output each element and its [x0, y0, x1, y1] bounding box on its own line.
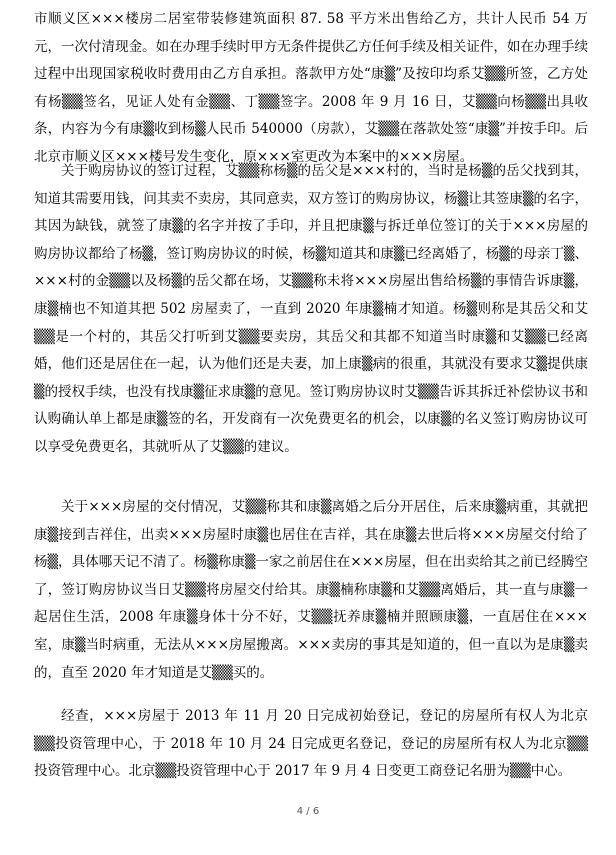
- paragraph-2: 关于购房协议的签订过程，艾▒▒称杨▒的岳父是×××村的，当时是杨▒的岳父找到其，知道其需要用钱，问其卖不卖房，其同意卖，双方签订的购房协议，杨▒让其签康▒的名字，其因为缺钱，就签了康▒的名字并按了手印，并且把康▒与拆迁单位签订的关于×××房屋的购房协议都给了杨▒，签订购房协议的时候，杨▒知道其和康▒已经离婚了，杨▒的母亲丁▒、×××村的金▒▒以及杨▒的岳父都在场，艾▒▒称未将×××房屋出售给杨▒的事情告诉康▒，康▒楠也不知道其把 502 房屋卖了，一直到 2020 年康▒楠才知道。杨▒则称是其岳父和艾▒▒是一个村的，其岳父打听到艾▒▒要卖房，其岳父和其都不知道当时康▒和艾▒▒已经离婚，他们还是居住在一起，认为他们还是夫妻，加上康▒病的很重，其就没有要求艾▒提供康▒的授权手续，也没有找康▒征求康▒的意见。签订购房协议时艾▒▒告诉其拆迁补偿协议书和认购确认单上都是康▒签的名，开发商有一次免费更名的机会，以康▒的名义签订购房协议可以享受免费更名，其就听从了艾▒▒的建议。: [34, 163, 588, 455]
- paragraph-4: 经查，×××房屋于 2013 年 11 月 20 日完成初始登记，登记的房屋所有权人为北京▒▒投资管理中心，于 2018 年 10 月 24 日完成更名登记，登记的房屋所有权人为北京▒▒投资管理中心。北京▒▒投资管理中心于 2017 年 9 月 4 日变更工商登记名册为▒▒中心。: [34, 708, 588, 780]
- paragraph-1: 市顺义区×××楼房二居室带装修建筑面积 87. 58 平方米出售给乙方，共计人民币 54 万元，一次付清现金。如在办理手续时甲方无条件提供乙方任何手续及相关证件，如在办理手续过程中出现国家税收时费用由乙方自承担。落款甲方处“康▒”及按印均系艾▒▒所签，乙方处有杨▒▒签名，见证人处有金▒▒、丁▒▒签字。2008 年 9 月 16 日，艾▒▒向杨▒▒出具收条，内容为今有康▒收到杨▒人民币 540000（房款），艾▒▒在落款处签“康▒”并按手印。后北京市顺义区×××楼号发生变化，原×××室更改为本案中的×××房屋。: [34, 11, 588, 165]
- page-number: 4 / 6: [296, 806, 320, 817]
- paragraph-3: 关于×××房屋的交付情况，艾▒▒称其和康▒离婚之后分开居住，后来康▒病重，其就把康▒接到吉祥住，出卖×××房屋时康▒也居住在吉祥，其在康▒去世后将×××房屋交付给了杨▒，具体哪天记不清了。杨▒称康▒一家之前居住在×××房屋，但在出卖给其之前已经腾空了，签订购房协议当日艾▒▒将房屋交付给其。康▒楠称康▒和艾▒▒离婚后，其一直与康▒一起居住生活，2008 年康▒身体十分不好，艾▒▒抚养康▒楠并照顾康▒，一直居住在×××室，康▒当时病重，无法从×××房屋搬离。×××卖房的事其是知道的，但一直以为是康▒卖的，直至 2020 年才知道是艾▒▒买的。: [34, 499, 588, 681]
